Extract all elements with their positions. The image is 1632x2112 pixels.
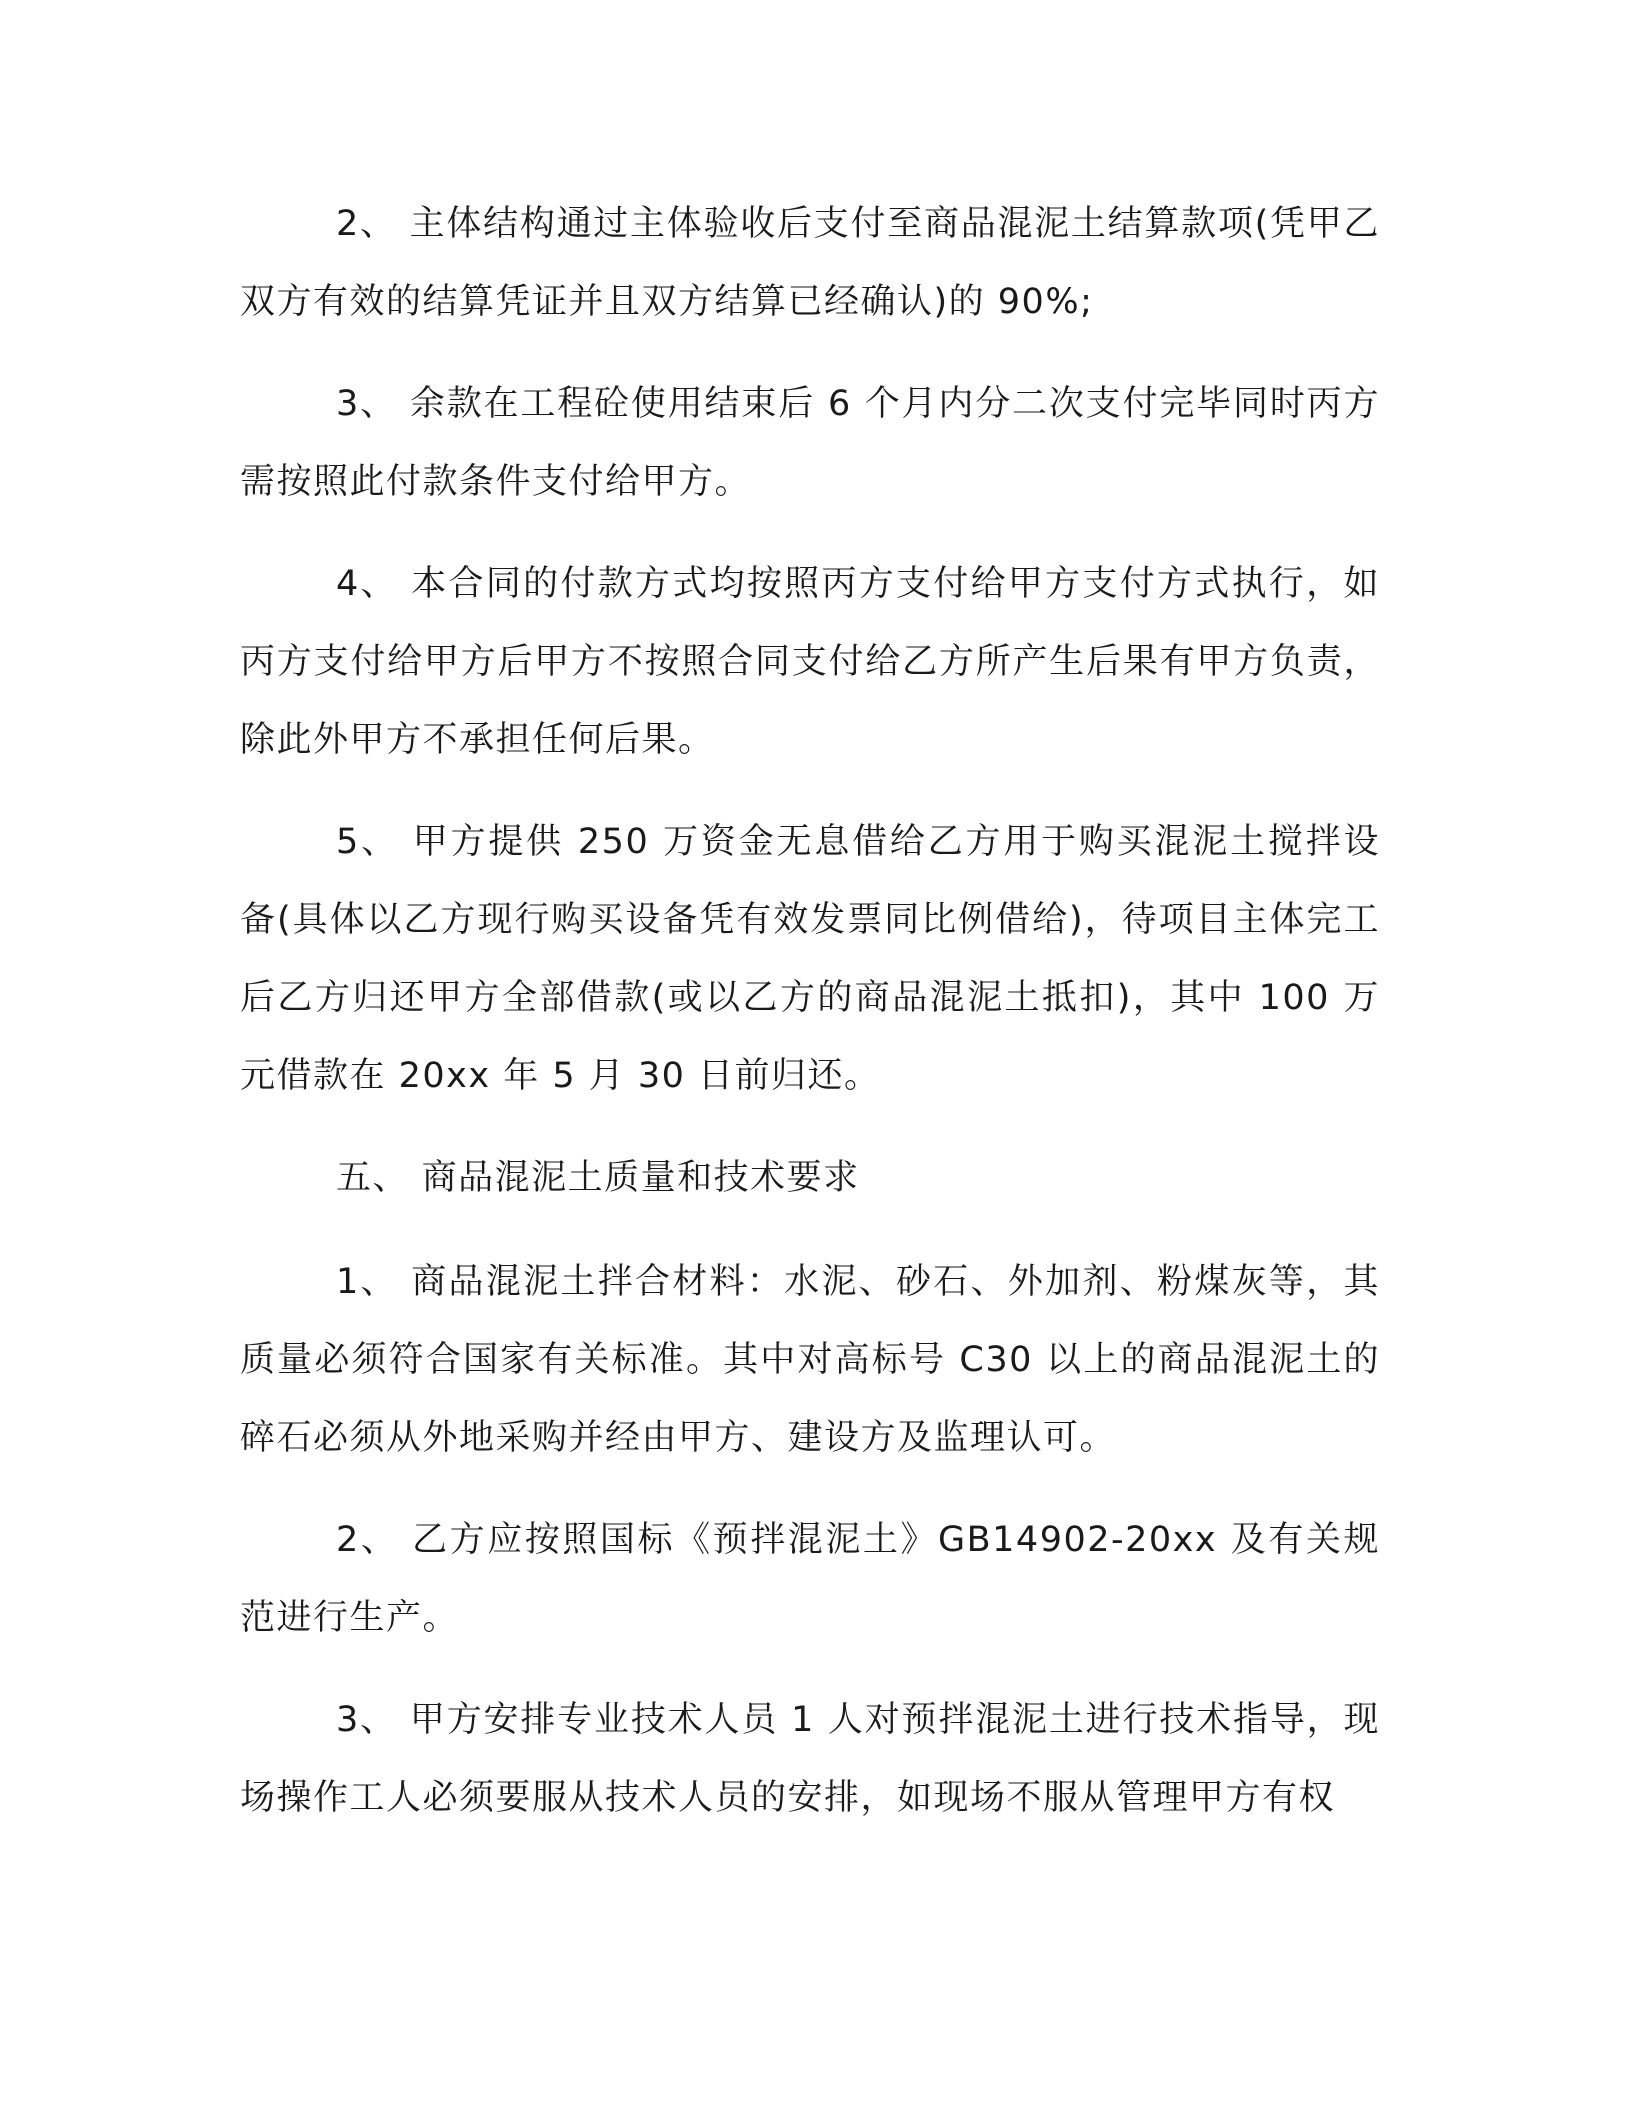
document-body [240,185,1380,1837]
payment-clause-4: 4、 本合同的付款方式均按照丙方支付给甲方支付方式执行，如丙方支付给甲方后甲方不按照合同支付给乙方所产生后果有甲方负责，除此外甲方不承担任何后果。 [240,564,1380,760]
payment-clause-2: 2、 主体结构通过主体验收后支付至商品混泥土结算款项(凭甲乙双方有效的结算凭证并且双方结算已经确认)的 90%; [240,204,1380,322]
quality-clause-2: 2、 乙方应按照国标《预拌混泥土》GB14902-20xx 及有关规范进行生产。 [240,1520,1380,1638]
quality-clause-3: 3、 甲方安排专业技术人员 1 人对预拌混泥土进行技术指导，现场操作工人必须要服从技术人员的安排，如现场不服从管理甲方有权 [240,1700,1380,1818]
section-heading: 五、 商品混泥土质量和技术要求 [336,1158,860,1198]
quality-clause-1: 1、 商品混泥土拌合材料：水泥、砂石、外加剂、粉煤灰等，其质量必须符合国家有关标准。其中对高标号 C30 以上的商品混泥土的碎石必须从外地采购并经由甲方、建设方及监理认可。 [240,1262,1380,1458]
payment-clause-3: 3、 余款在工程砼使用结束后 6 个月内分二次支付完毕同时丙方需按照此付款条件支付给甲方。 [240,384,1380,502]
payment-clause-5: 5、 甲方提供 250 万资金无息借给乙方用于购买混泥土搅拌设备(具体以乙方现行购买设备凭有效发票同比例借给)，待项目主体完工后乙方归还甲方全部借款(或以乙方的商品混泥土抵扣)，其中 100 万元借款在 20xx 年 5 月 30 日前归还。 [240,822,1380,1096]
